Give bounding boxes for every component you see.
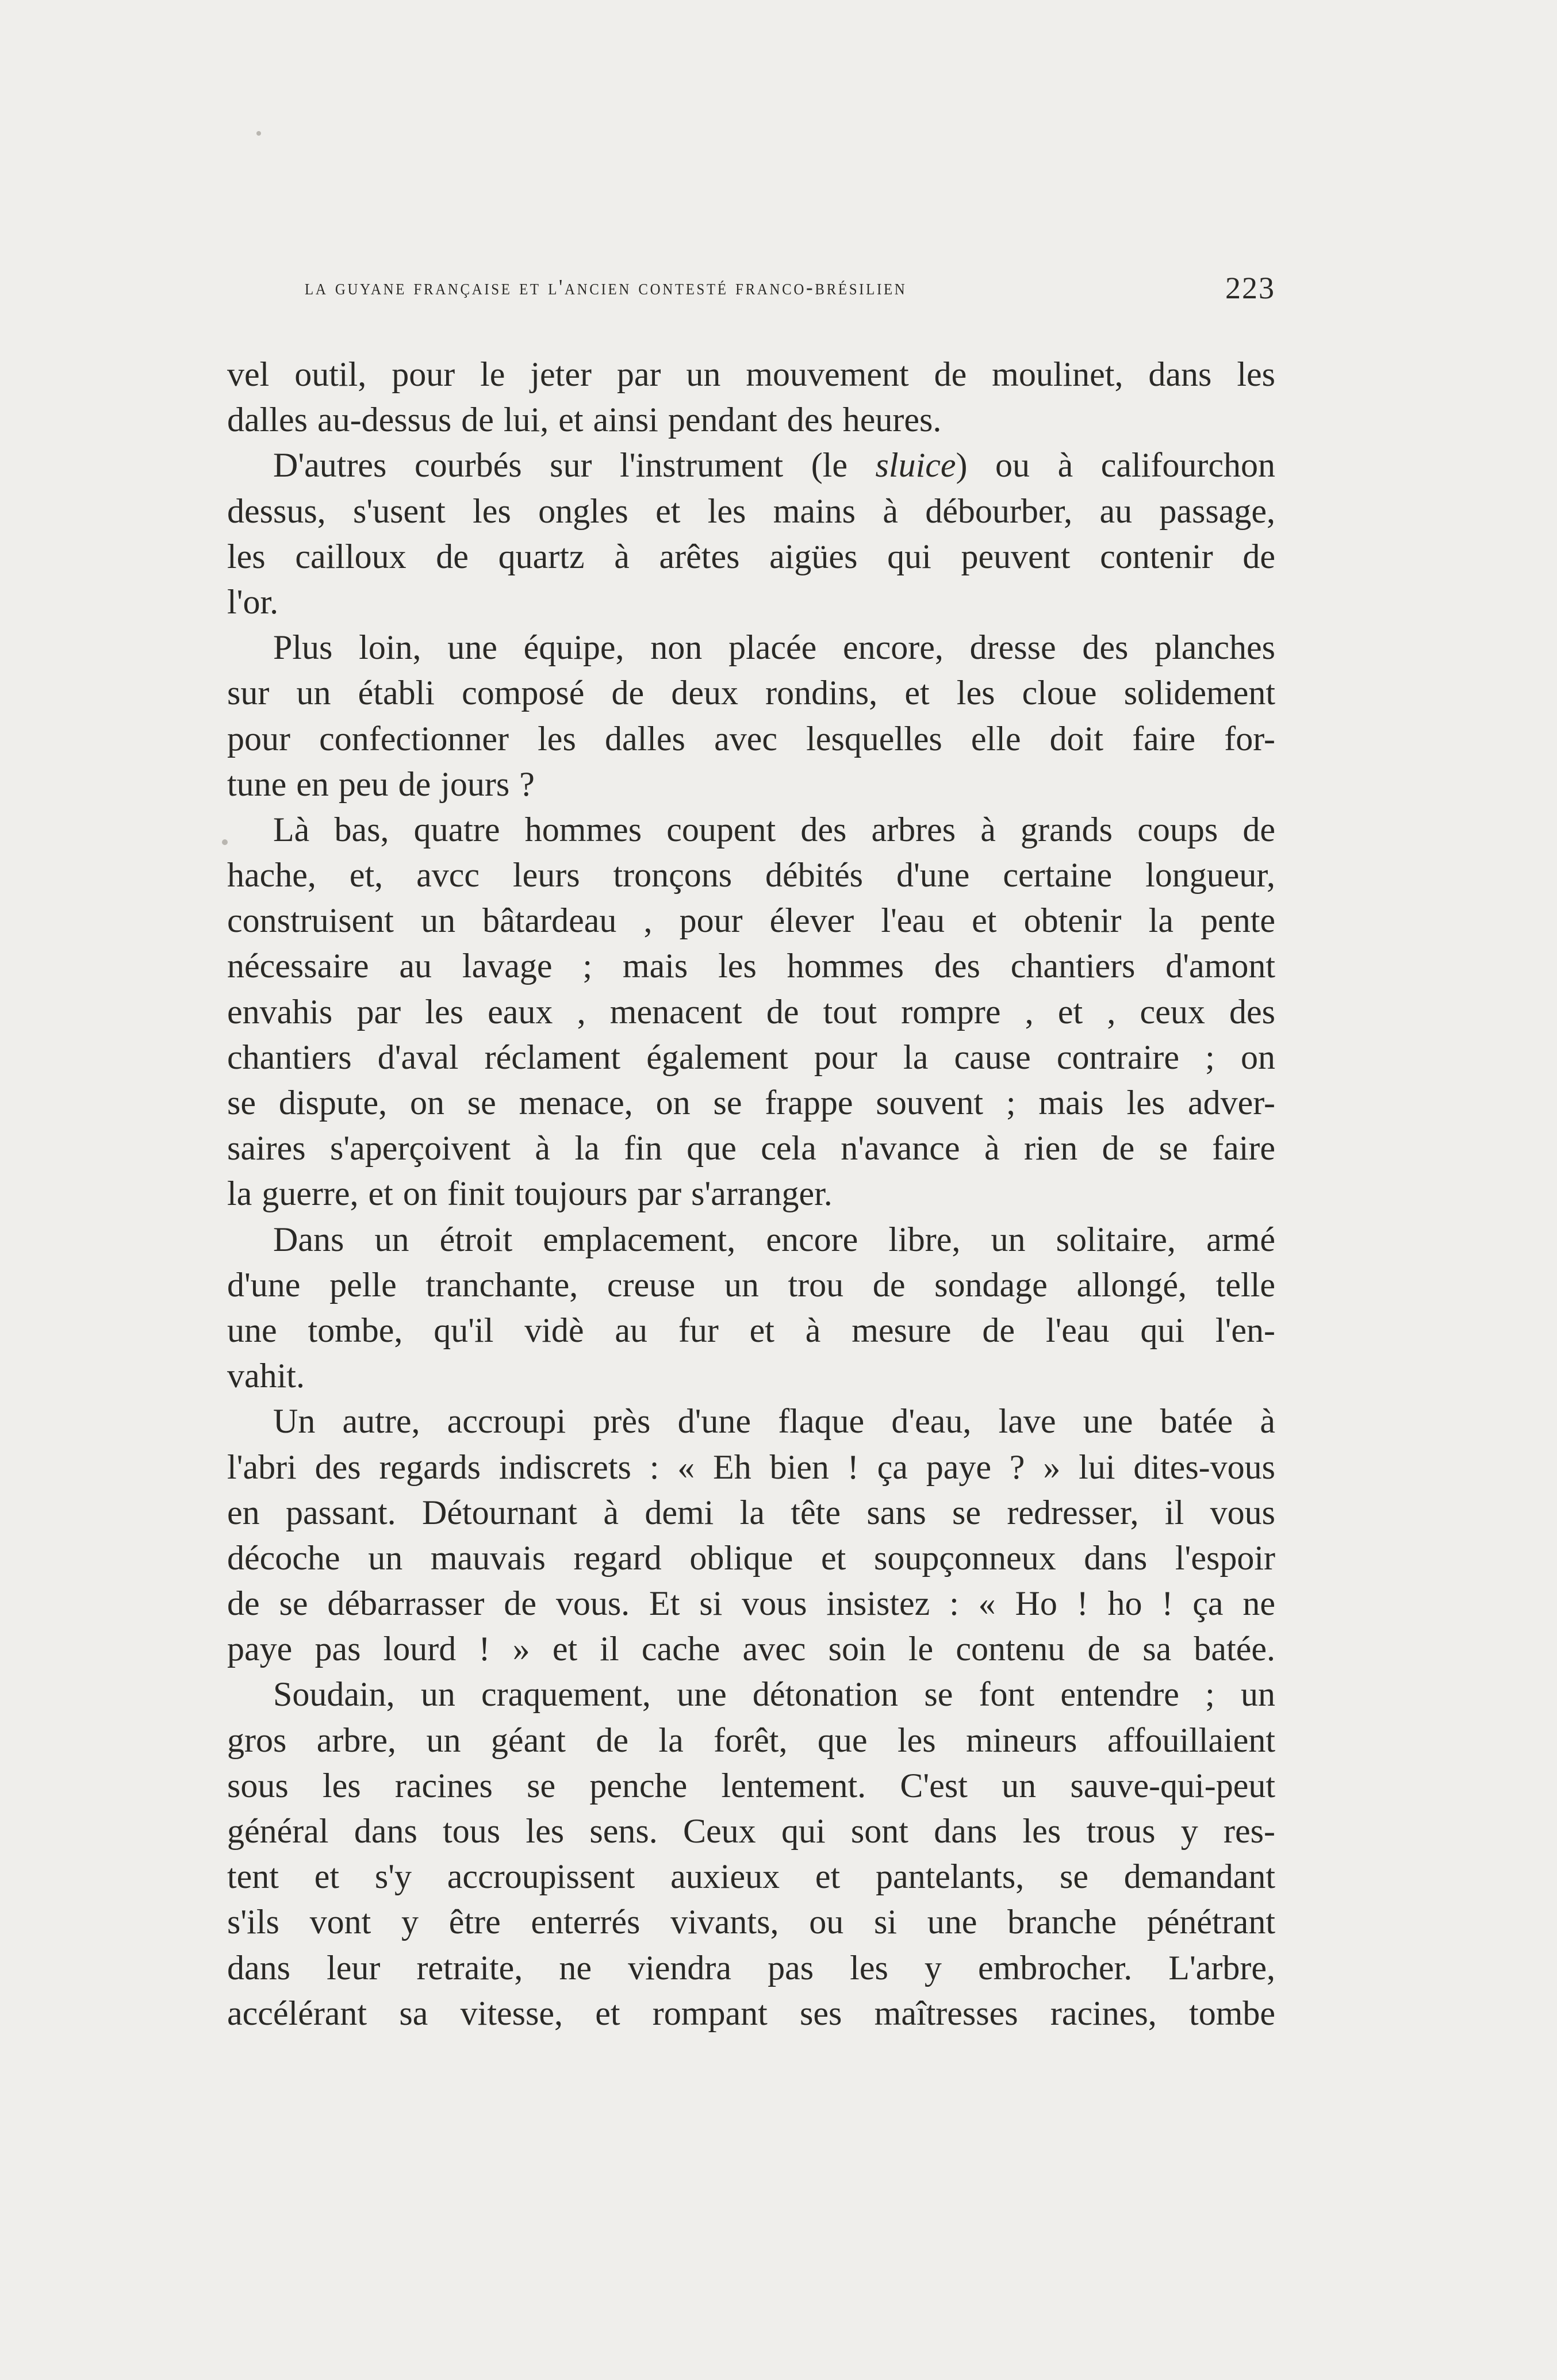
text-segment: paye pas lourd ! » et il cache avec soin le contenu de sa batée. [227, 1630, 1275, 1668]
text-segment: sur un établi composé de deux rondins, et les cloue solidement [227, 674, 1275, 712]
italic-term: sluice [875, 446, 956, 485]
text-line [227, 943, 1275, 989]
text-segment: une tombe, qu'il vidè au fur et à mesure de l'eau qui l'en- [227, 1311, 1275, 1349]
text-segment: Soudain, un craquement, une détonation se font entendre ; un [273, 1675, 1275, 1714]
text-line [227, 1171, 1275, 1216]
running-title: la guyane française et l'ancien contesté franco-brésilien [305, 275, 907, 300]
text-segment: d'une pelle tranchante, creuse un trou de sondage allongé, telle [227, 1265, 1275, 1304]
text-line [227, 1672, 1275, 1717]
text-line [227, 1217, 1275, 1262]
text-segment: ) ou à califourchon [956, 446, 1275, 485]
text-line [227, 1581, 1275, 1626]
text-line [227, 1262, 1275, 1308]
running-header [305, 270, 1275, 305]
text-line [227, 1080, 1275, 1126]
text-line [227, 443, 1275, 488]
text-segment: Dans un étroit emplacement, encore libre, un solitaire, armé [273, 1220, 1275, 1258]
text-segment: chantiers d'aval réclament également pour la cause contraire ; on [227, 1038, 1275, 1076]
text-line [227, 1536, 1275, 1581]
text-segment: décoche un mauvais regard oblique et soupçonneux dans l'espoir [227, 1538, 1275, 1577]
text-segment: envahis par les eaux , menacent de tout rompre , et , ceux des [227, 992, 1275, 1031]
text-line [227, 1899, 1275, 1945]
text-line [227, 1809, 1275, 1854]
text-segment: construisent un bâtardeau , pour élever l'eau et obtenir la pente [227, 901, 1275, 940]
text-line [227, 1353, 1275, 1399]
text-line [227, 989, 1275, 1035]
text-segment: la guerre, et on finit toujours par s'arranger. [227, 1174, 833, 1213]
page-number: 223 [1225, 271, 1275, 305]
text-segment: dessus, s'usent les ongles et les mains à débourber, au passage, [227, 492, 1275, 530]
text-segment: général dans tous les sens. Ceux qui sont dans les trous y res- [227, 1812, 1275, 1850]
text-line [227, 898, 1275, 943]
text-line [227, 670, 1275, 716]
text-line [227, 1991, 1275, 2036]
text-segment: Plus loin, une équipe, non placée encore, dresse des planches [273, 628, 1275, 667]
text-line [227, 807, 1275, 853]
text-segment: gros arbre, un géant de la forêt, que les mineurs affouillaient [227, 1721, 1275, 1759]
text-segment: vel outil, pour le jeter par un mouvement de moulinet, dans les [227, 355, 1275, 393]
text-line [227, 1035, 1275, 1080]
text-segment: Un autre, accroupi près d'une flaque d'eau, lave une batée à [273, 1402, 1275, 1441]
text-segment: nécessaire au lavage ; mais les hommes des chantiers d'amont [227, 947, 1275, 985]
text-segment: sous les racines se penche lentement. C'est un sauve-qui-peut [227, 1766, 1275, 1805]
text-line [227, 489, 1275, 534]
text-line [227, 1308, 1275, 1353]
text-line [227, 1126, 1275, 1171]
text-line [227, 1445, 1275, 1490]
text-segment: s'ils vont y être enterrés vivants, ou si une branche pénétrant [227, 1903, 1275, 1941]
text-segment: de se débarrasser de vous. Et si vous insistez : « Ho ! ho ! ça ne [227, 1584, 1275, 1623]
text-segment: hache, et, avcc leurs tronçons débités d'une certaine longueur, [227, 856, 1275, 895]
text-segment: en passant. Détournant à demi la tête sans se redresser, il vous [227, 1493, 1275, 1531]
text-line [227, 762, 1275, 807]
text-segment: Là bas, quatre hommes coupent des arbres à grands coups de [273, 810, 1275, 849]
text-segment: vahit. [227, 1357, 305, 1395]
body-text [227, 352, 1275, 2036]
text-segment: se dispute, on se menace, on se frappe souvent ; mais les adver- [227, 1084, 1275, 1122]
text-line [227, 352, 1275, 397]
text-segment: D'autres courbés sur l'instrument (le [273, 446, 876, 485]
text-segment: tune en peu de jours ? [227, 765, 535, 803]
text-line [227, 1399, 1275, 1444]
text-segment: pour confectionner les dalles avec lesquelles elle doit faire for- [227, 719, 1275, 758]
text-segment: dans leur retraite, ne viendra pas les y embrocher. L'arbre, [227, 1948, 1275, 1987]
text-segment: les cailloux de quartz à arêtes aigües qui peuvent contenir de [227, 537, 1275, 575]
text-segment: l'or. [227, 582, 279, 621]
text-line [227, 397, 1275, 443]
text-line [227, 1626, 1275, 1672]
scan-speck [256, 131, 261, 136]
text-segment: tent et s'y accroupissent auxieux et pantelants, se demandant [227, 1857, 1275, 1896]
text-line [227, 716, 1275, 762]
text-line [227, 534, 1275, 579]
text-line [227, 1763, 1275, 1809]
scan-speck [222, 839, 228, 845]
text-line [227, 1854, 1275, 1899]
text-segment: dalles au-dessus de lui, et ainsi pendant des heures. [227, 401, 942, 439]
text-line [227, 853, 1275, 898]
text-line [227, 1718, 1275, 1763]
text-line [227, 579, 1275, 625]
text-segment: accélérant sa vitesse, et rompant ses maîtresses racines, tombe [227, 1994, 1275, 2032]
text-segment: saires s'aperçoivent à la fin que cela n'avance à rien de se faire [227, 1129, 1275, 1168]
text-segment: l'abri des regards indiscrets : « Eh bien ! ça paye ? » lui dites-vous [227, 1448, 1275, 1486]
text-line [227, 625, 1275, 670]
text-line [227, 1945, 1275, 1991]
text-line [227, 1490, 1275, 1536]
